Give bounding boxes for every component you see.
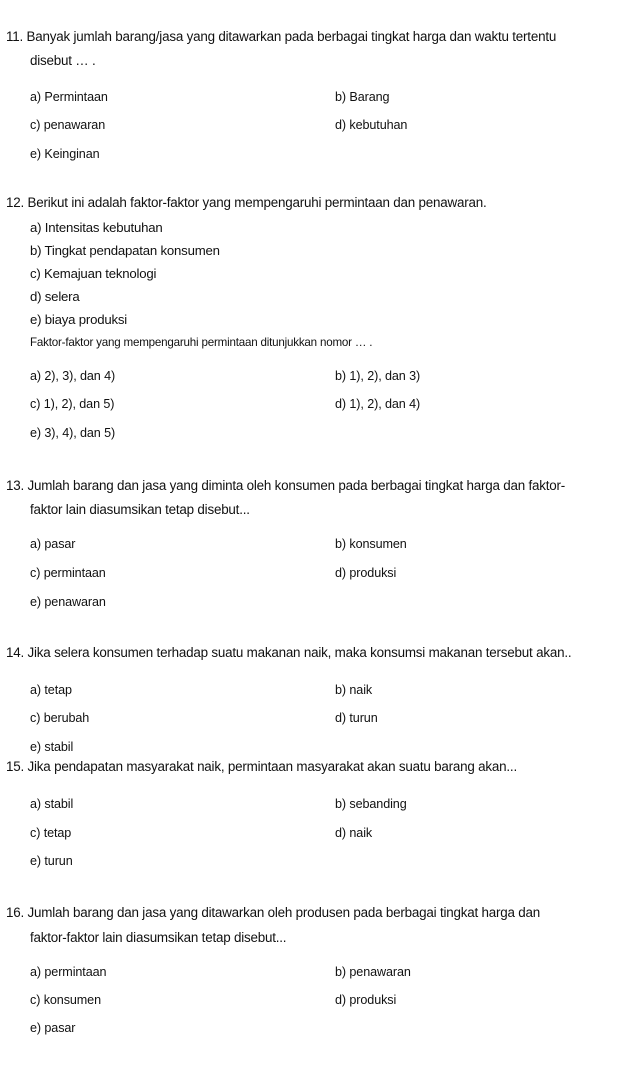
q11-option-a: a) Permintaan	[30, 90, 108, 104]
q13-option-d: d) produksi	[335, 566, 397, 580]
q11-option-d: d) kebutuhan	[335, 118, 408, 132]
question-14-text: 14. Jika selera konsumen terhadap suatu makanan naik, maka konsumsi makanan tersebut akan..	[6, 645, 572, 660]
q14-option-a: a) tetap	[30, 683, 72, 697]
q15-option-c: c) tetap	[30, 826, 72, 840]
q13-option-e: e) penawaran	[30, 595, 106, 609]
question-16-text-cont: faktor-faktor lain diasumsikan tetap disebut...	[30, 930, 287, 945]
q12-option-d: d) 1), 2), dan 4)	[335, 397, 421, 411]
q12-option-b: b) 1), 2), dan 3)	[335, 369, 421, 383]
question-16-text: 16. Jumlah barang dan jasa yang ditawarkan oleh produsen pada berbagai tingkat harga dan	[6, 905, 541, 920]
q12-option-c: c) 1), 2), dan 5)	[30, 397, 115, 411]
q14-option-d: d) turun	[335, 711, 378, 725]
q15-option-d: d) naik	[335, 826, 373, 840]
q16-option-e: e) pasar	[30, 1021, 76, 1035]
q15-option-a: a) stabil	[30, 797, 74, 811]
q15-option-e: e) turun	[30, 854, 73, 868]
question-12-text: 12. Berikut ini adalah faktor-faktor yang mempengaruhi permintaan dan penawaran.	[6, 195, 487, 210]
q12-factor-4: d) selera	[30, 289, 80, 304]
q12-factor-2: b) Tingkat pendapatan konsumen	[30, 243, 220, 258]
q13-option-a: a) pasar	[30, 537, 76, 551]
q16-option-c: c) konsumen	[30, 993, 101, 1007]
q12-option-e: e) 3), 4), dan 5)	[30, 426, 116, 440]
q13-option-b: b) konsumen	[335, 537, 407, 551]
q12-option-a: a) 2), 3), dan 4)	[30, 369, 116, 383]
question-15-text: 15. Jika pendapatan masyarakat naik, permintaan masyarakat akan suatu barang akan...	[6, 759, 517, 774]
q14-option-e: e) stabil	[30, 740, 74, 754]
q15-option-b: b) sebanding	[335, 797, 407, 811]
q14-option-b: b) naik	[335, 683, 373, 697]
q13-option-c: c) permintaan	[30, 566, 106, 580]
q12-factor-1: a) Intensitas kebutuhan	[30, 220, 163, 235]
q12-stem: Faktor-faktor yang mempengaruhi permintaan ditunjukkan nomor … .	[30, 336, 373, 349]
q11-option-b: b) Barang	[335, 90, 390, 104]
question-13-text-cont: faktor lain diasumsikan tetap disebut...	[30, 502, 250, 517]
q11-option-e: e) Keinginan	[30, 147, 100, 161]
q16-option-a: a) permintaan	[30, 965, 107, 979]
question-11-text: 11. Banyak jumlah barang/jasa yang ditawarkan pada berbagai tingkat harga dan waktu tertentu	[6, 29, 557, 44]
q11-option-c: c) penawaran	[30, 118, 106, 132]
q14-option-c: c) berubah	[30, 711, 90, 725]
question-13-text: 13. Jumlah barang dan jasa yang diminta oleh konsumen pada berbagai tingkat harga dan faktor-	[6, 478, 566, 493]
q12-factor-5: e) biaya produksi	[30, 312, 128, 327]
q12-factor-3: c) Kemajuan teknologi	[30, 266, 157, 281]
q16-option-d: d) produksi	[335, 993, 397, 1007]
q16-option-b: b) penawaran	[335, 965, 411, 979]
question-11-text-cont: disebut … .	[30, 53, 96, 68]
